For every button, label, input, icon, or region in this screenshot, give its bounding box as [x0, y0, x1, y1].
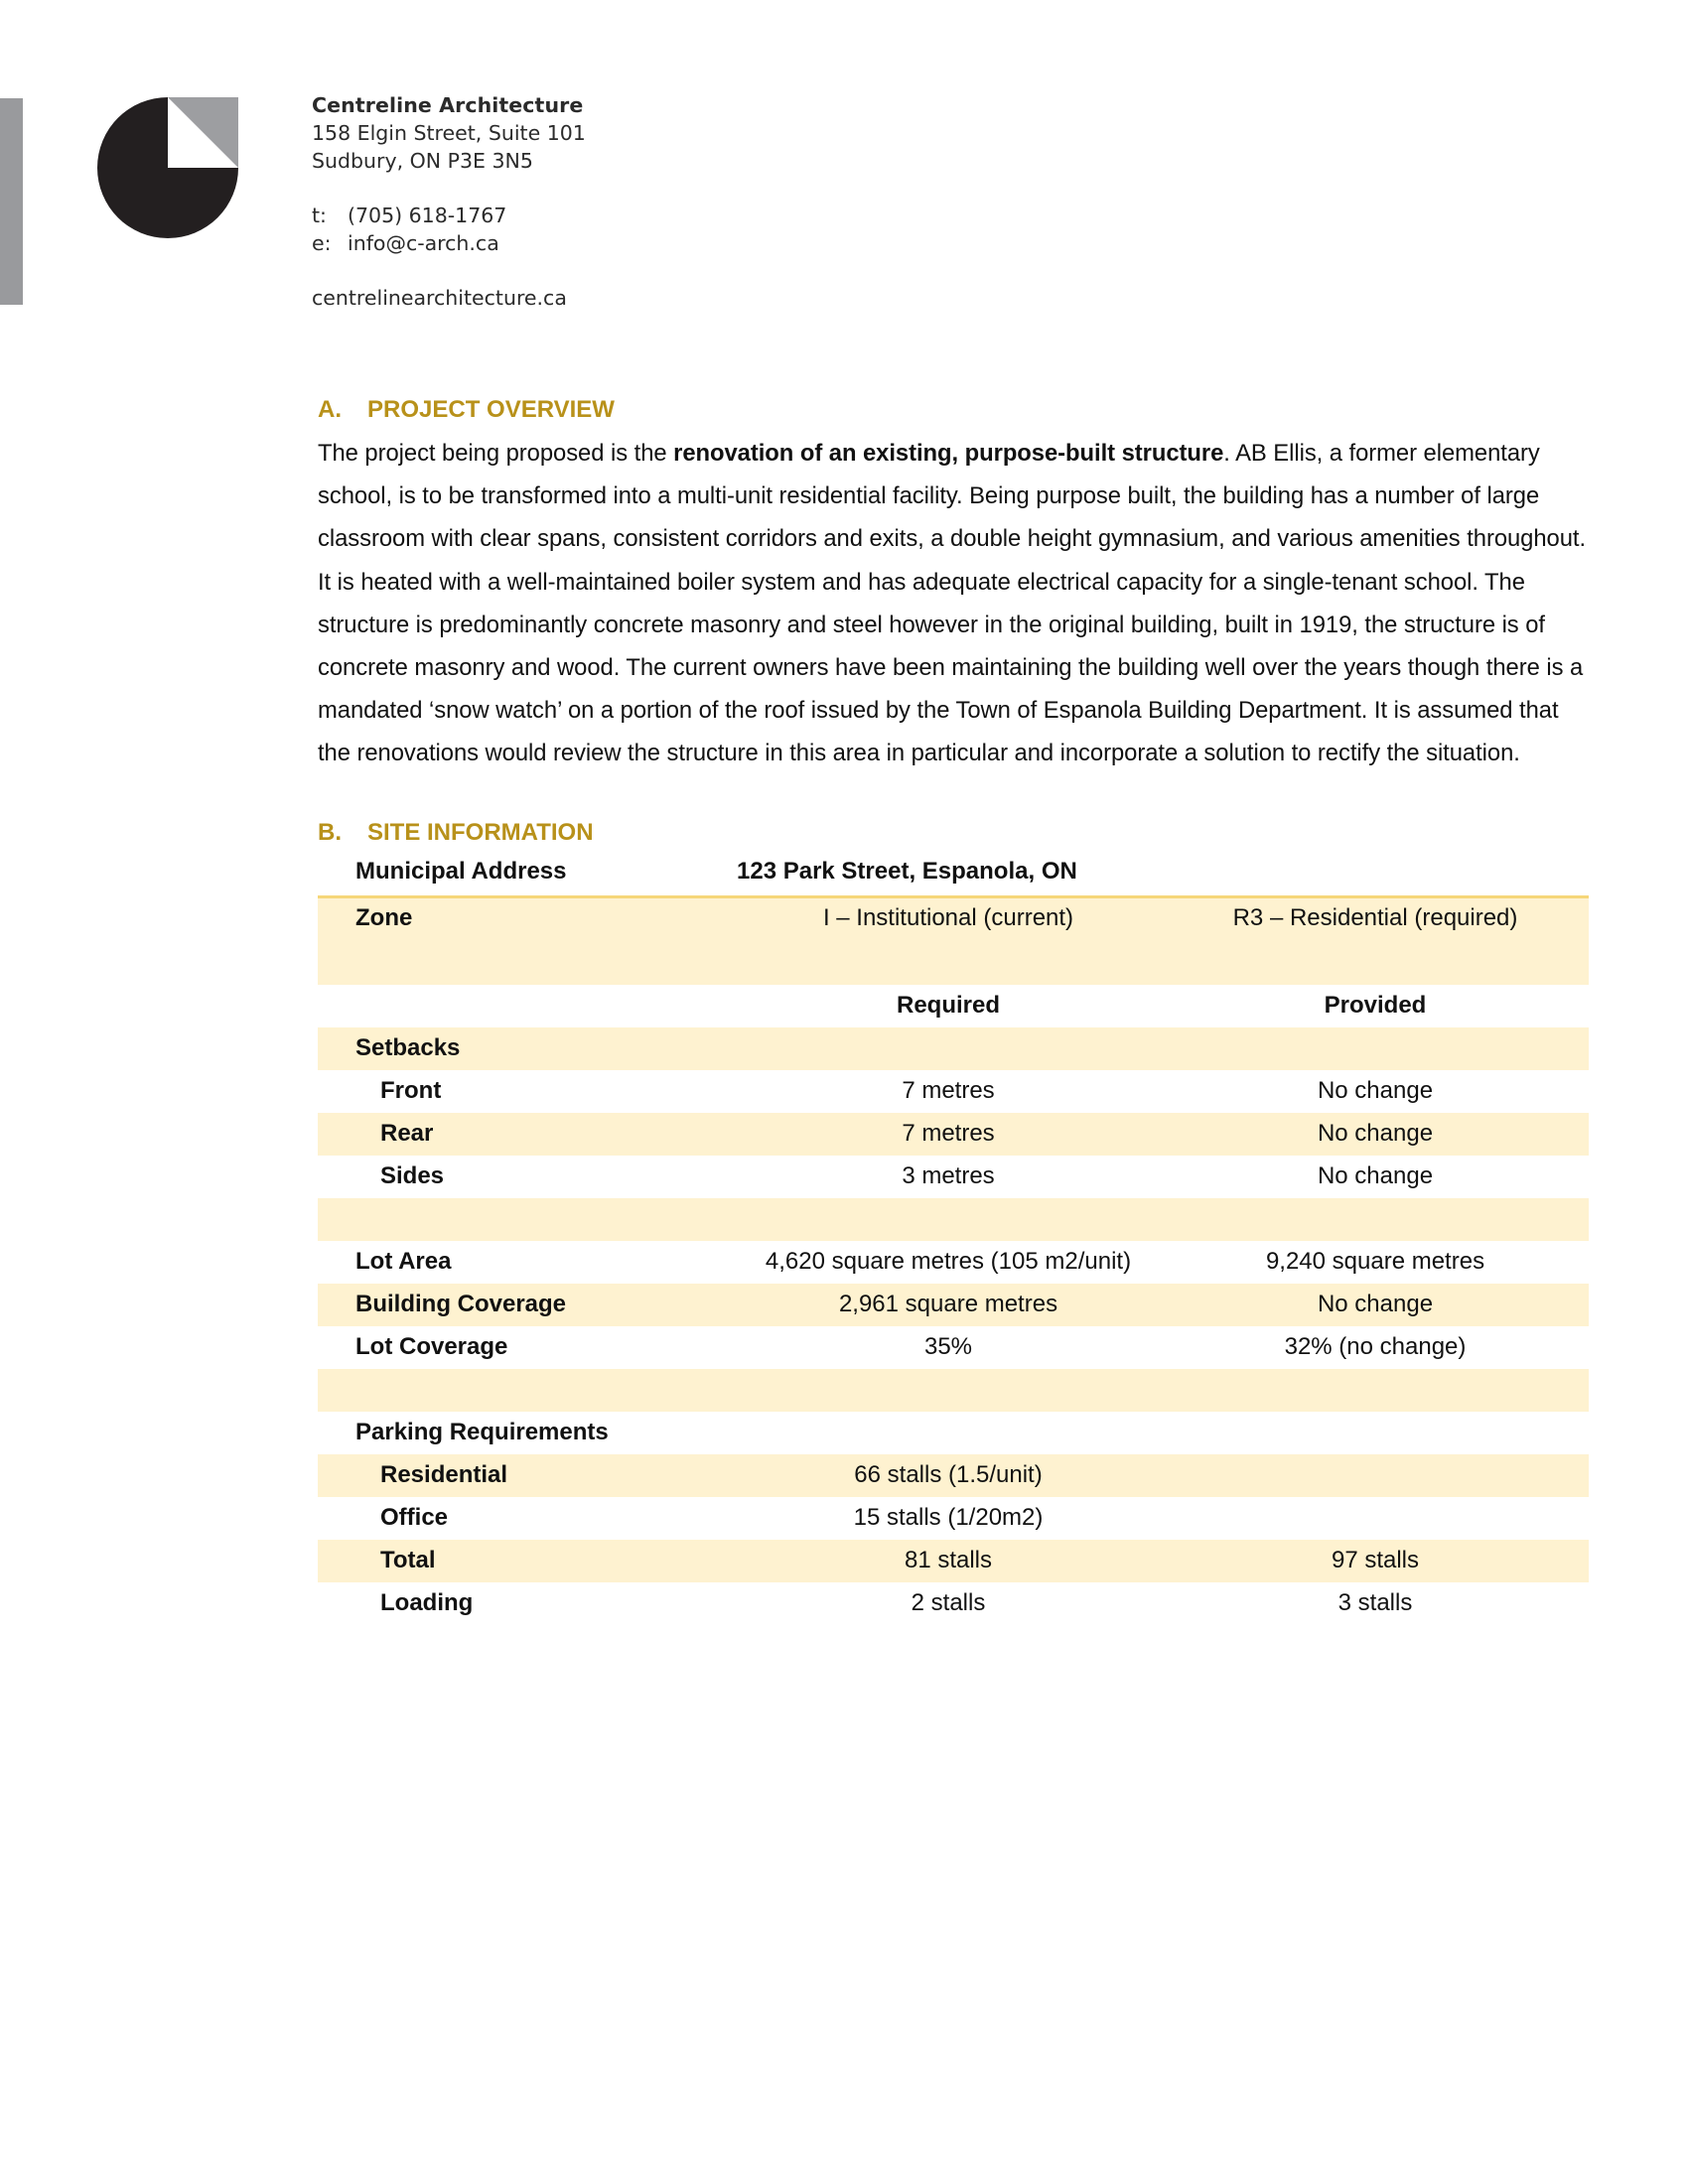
residential-provided [1162, 1454, 1589, 1497]
building-coverage-required: 2,961 square metres [735, 1284, 1162, 1326]
lot-coverage-provided: 32% (no change) [1284, 1332, 1467, 1360]
column-header-provided: Provided [1324, 991, 1427, 1019]
site-information-table [318, 858, 1589, 1625]
table-row-office [318, 1497, 1589, 1540]
office-required: 15 stalls (1/20m2) [853, 1503, 1044, 1531]
table-row-building-coverage [318, 1284, 1589, 1326]
total-provided: 97 stalls [1162, 1540, 1589, 1582]
address-value: 123 Park Street, Espanola, ON [737, 857, 1077, 885]
lot-area-provided: 9,240 square metres [1265, 1247, 1485, 1275]
table-row-parking [318, 1412, 1589, 1454]
paragraph-intro: The project being proposed is the [318, 440, 674, 467]
residential-required: 66 stalls (1.5/unit) [735, 1454, 1162, 1497]
zone-required: R3 – Residential (required) [1162, 897, 1589, 985]
section-a-letter: A. [318, 396, 342, 423]
loading-required: 2 stalls [911, 1588, 986, 1616]
table-row-setbacks [318, 1027, 1589, 1070]
column-header-required: Required [896, 991, 1000, 1019]
front-required: 7 metres [902, 1076, 995, 1104]
section-b-heading [318, 818, 1589, 848]
website-link[interactable]: centrelinearchitecture.ca [312, 286, 567, 310]
rear-provided: No change [1162, 1113, 1589, 1156]
section-b-letter: B. [318, 818, 342, 846]
table-row-zone [318, 897, 1589, 985]
sides-label: Sides [380, 1161, 445, 1189]
lot-area-required: 4,620 square metres (105 m2/unit) [765, 1247, 1132, 1275]
setbacks-label: Setbacks [318, 1027, 735, 1070]
building-coverage-provided: No change [1162, 1284, 1589, 1326]
table-row-sides [318, 1156, 1589, 1198]
letterhead [312, 91, 586, 312]
sides-provided: No change [1317, 1161, 1434, 1189]
address-line-1: 158 Elgin Street, Suite 101 [312, 121, 586, 145]
lot-coverage-required: 35% [923, 1332, 973, 1360]
rear-required: 7 metres [735, 1113, 1162, 1156]
table-row-address [318, 858, 1589, 897]
sides-required: 3 metres [902, 1161, 995, 1189]
table-row-loading [318, 1582, 1589, 1625]
residential-label: Residential [318, 1454, 735, 1497]
address-line-2: Sudbury, ON P3E 3N5 [312, 149, 533, 173]
lot-coverage-label: Lot Coverage [355, 1332, 508, 1360]
address-label: Municipal Address [355, 857, 567, 885]
table-row-front [318, 1070, 1589, 1113]
table-row-rear [318, 1113, 1589, 1156]
zone-label: Zone [318, 897, 735, 985]
section-a-heading [318, 395, 1589, 425]
email-address[interactable]: info@c-arch.ca [348, 231, 499, 255]
paragraph-body: . AB Ellis, a former elementary school, is to be transformed into a multi-unit residential facility. Being purpose built, the building has a number of large classroom with clear spans, consistent corridors and exits, a double height gymnasium, and various amenities throughout. It is heated with a well-maintained boiler system and has adequate electrical capacity for a single-tenant school. The structure is predominantly concrete masonry and steel however in the original building, built in 1919, the structure is of concrete masonry and wood. The current owners have been maintaining the building well over the years though there is a mandated ‘snow watch’ on a portion of the roof issued by the Town of Espanola Building Department. It is assumed that the renovations would review the structure in this area in particular and incorporate a solution to rectify the situation. [318, 440, 1587, 767]
company-name: Centreline Architecture [312, 93, 584, 117]
office-provided [1162, 1497, 1589, 1540]
table-row-column-headers [318, 985, 1589, 1027]
phone-number[interactable]: (705) 618-1767 [348, 204, 507, 227]
front-label: Front [380, 1076, 442, 1104]
paragraph-emphasis: renovation of an existing, purpose-built structure [673, 440, 1224, 467]
email-label: e: [312, 231, 332, 255]
table-row-lot-coverage [318, 1326, 1589, 1369]
centreline-logo-icon [97, 97, 238, 238]
phone-line [312, 202, 586, 229]
table-row-residential [318, 1454, 1589, 1497]
rear-label: Rear [318, 1113, 735, 1156]
total-label: Total [318, 1540, 735, 1582]
table-row-total [318, 1540, 1589, 1582]
section-b-title: SITE INFORMATION [367, 818, 594, 846]
front-provided: No change [1317, 1076, 1434, 1104]
building-coverage-label: Building Coverage [318, 1284, 735, 1326]
zone-current: I – Institutional (current) [735, 897, 1162, 985]
office-label: Office [380, 1503, 449, 1531]
table-row-lot-area [318, 1241, 1589, 1284]
document-body [318, 395, 1589, 1625]
table-row-spacer [318, 1369, 1589, 1412]
total-required: 81 stalls [735, 1540, 1162, 1582]
section-a-title: PROJECT OVERVIEW [367, 396, 615, 423]
loading-label: Loading [380, 1588, 474, 1616]
page-edge-bar [0, 98, 23, 305]
phone-label: t: [312, 204, 327, 227]
loading-provided: 3 stalls [1337, 1588, 1413, 1616]
parking-label: Parking Requirements [355, 1418, 609, 1445]
table-row-spacer [318, 1198, 1589, 1241]
lot-area-label: Lot Area [355, 1247, 452, 1275]
email-line [312, 229, 586, 257]
project-overview-paragraph [318, 432, 1589, 775]
